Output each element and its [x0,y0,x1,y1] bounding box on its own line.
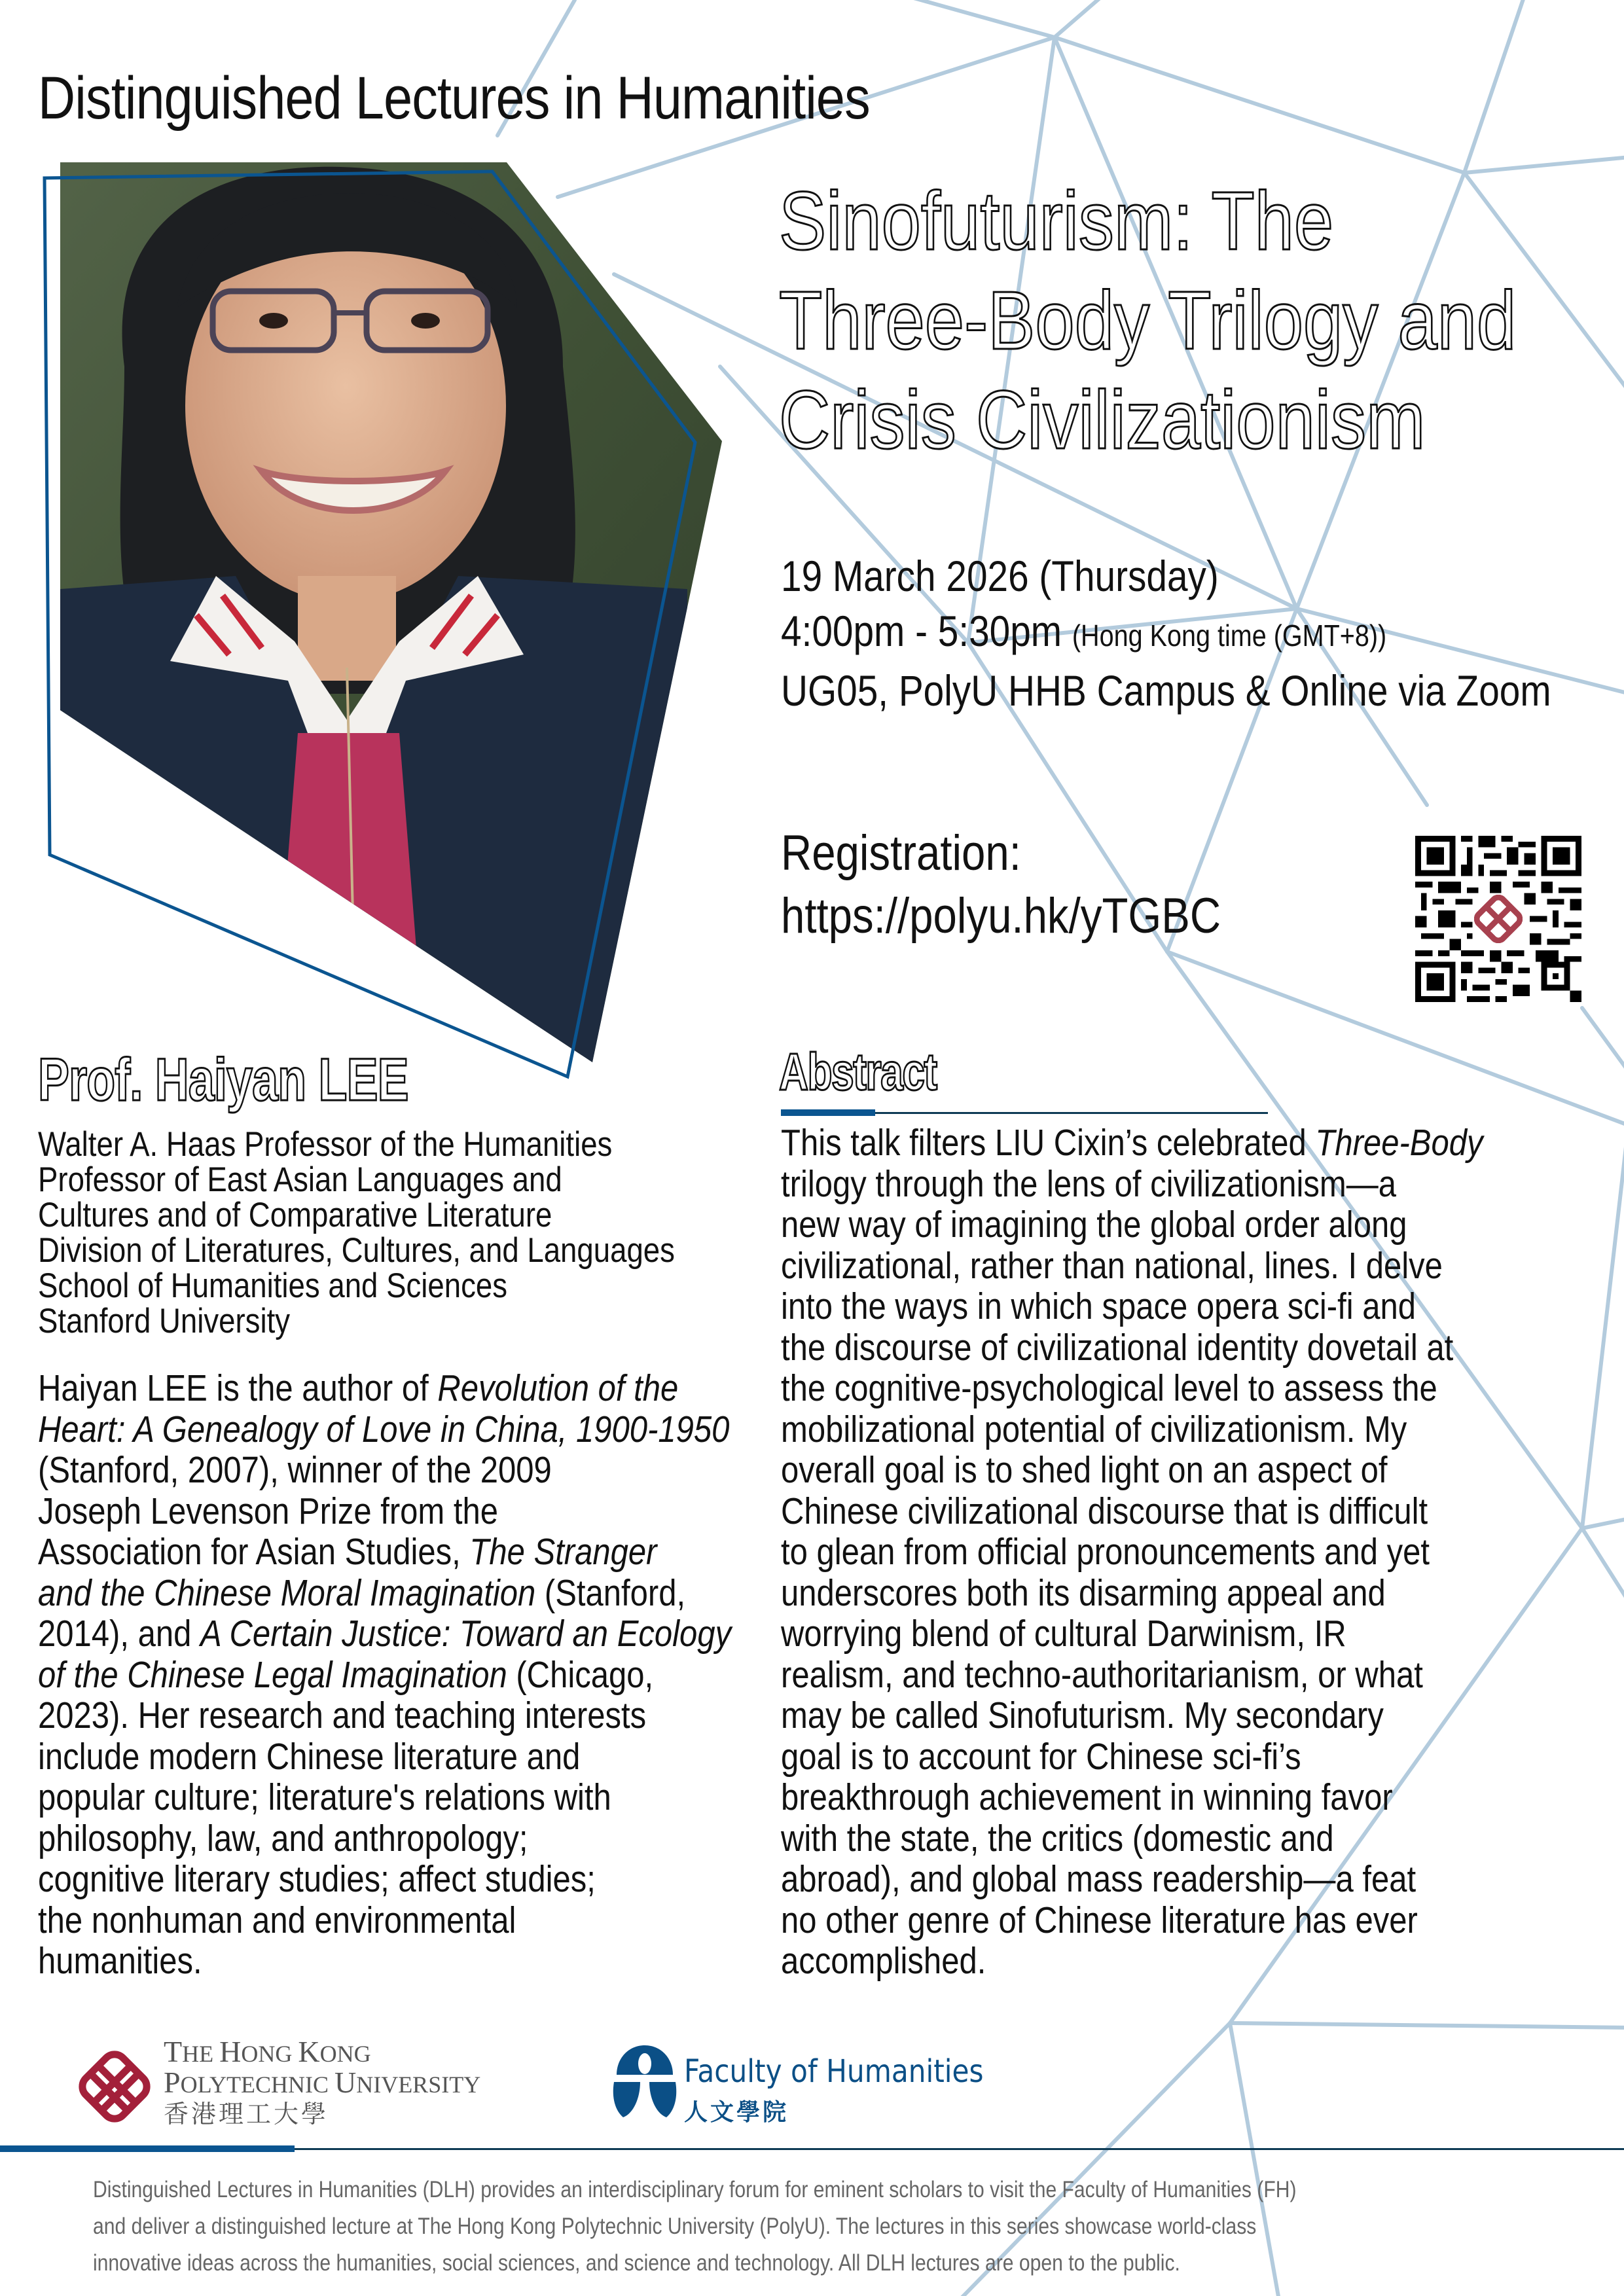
abstract-heading: Abstract [779,1043,937,1101]
event-timezone: (Hong Kong time (GMT+8)) [1072,619,1387,653]
text-line: philosophy, law, and anthropology; [38,1817,528,1859]
polyu-knot-icon [72,2037,157,2136]
text-line: no other genre of Chinese literature has ever [781,1899,1418,1941]
speaker-photo [0,0,753,1113]
footer-rule [295,2148,1624,2150]
text-line: humanities. [38,1940,202,1982]
text-line: cognitive literary studies; affect studies; [38,1858,596,1900]
lecture-title-line-3: Crisis Civilizationism [779,374,1426,466]
speaker-affiliation [38,1127,675,1339]
polyu-name-line-2: POLYTECHNIC UNIVERSITY [164,2066,481,2099]
registration-label: Registration: [781,825,1021,881]
text-line: overall goal is to shed light on an aspect of [781,1449,1388,1491]
abstract-rule-accent [781,1109,875,1116]
footer-line: innovative ideas across the humanities, social sciences, and science and technology. All DLH lectures are open to the public. [93,2250,1180,2276]
event-date: 19 March 2026 (Thursday) [781,552,1219,600]
text-line: 2023). Her research and teaching interests [38,1695,647,1736]
text-line: Chinese civilizational discourse that is difficult [781,1490,1428,1532]
text-line: the nonhuman and environmental [38,1899,516,1941]
text-line: the cognitive-psychological level to assess the [781,1367,1437,1409]
text-line: breakthrough achievement in winning favor [781,1776,1393,1818]
text-line: the discourse of civilizational identity dovetail at [781,1326,1454,1369]
speaker-name: Prof. Haiyan LEE [38,1047,408,1113]
affiliation-line: Walter A. Haas Professor of the Humanities [38,1125,613,1164]
text-line: underscores both its disarming appeal and [781,1571,1386,1614]
faculty-name-chinese: 人文學院 [684,2098,789,2125]
text-line: with the state, the critics (domestic and [781,1817,1334,1859]
abstract-rule [875,1112,1268,1114]
text-line: (Stanford, 2007), winner of the 2009 [38,1449,552,1491]
affiliation-line: Stanford University [38,1302,291,1340]
faculty-name [684,2053,1024,2127]
affiliation-line: School of Humanities and Sciences [38,1266,508,1305]
text-line: This talk filters LIU Cixin’s celebrated Three-Body [781,1122,1483,1164]
speaker-bio [38,1368,764,1982]
text-line: may be called Sinofuturism. My secondary [781,1695,1384,1736]
footer-line: and deliver a distinguished lecture at The Hong Kong Polytechnic University (PolyU). The lectures in this series showcase world-class [93,2214,1257,2239]
polyu-name-chinese: 香港理工大學 [164,2101,329,2128]
text-line: worrying blend of cultural Darwinism, IR [781,1613,1346,1655]
text-line: new way of imagining the global order along [781,1204,1407,1246]
faculty-humanities-icon [609,2045,681,2124]
text-line: accomplished. [781,1940,986,1982]
registration-link[interactable]: https://polyu.hk/yTGBC [781,888,1221,944]
faculty-name-english: Faculty of Humanities [684,2053,984,2090]
lecture-title-line-1: Sinofuturism: The [779,175,1334,267]
text-line: into the ways in which space opera sci-fi and [781,1285,1416,1327]
text-line: goal is to account for Chinese sci-fi’s [781,1735,1301,1778]
footer-line: Distinguished Lectures in Humanities (DLH) provides an interdisciplinary forum for eminent scholars to visit the Faculty of Humanities (FH) [93,2177,1297,2202]
polyu-logo [72,2037,530,2136]
text-line: abroad), and global mass readership—a feat [781,1858,1416,1900]
qr-code-icon[interactable] [1415,834,1581,1003]
text-line: Joseph Levenson Prize from the [38,1490,499,1532]
lecture-title [779,171,1516,470]
footer-rule-accent [0,2145,295,2152]
text-line: Association for Asian Studies, The Stranger [38,1531,657,1573]
text-line: trilogy through the lens of civilizationism—a [781,1162,1396,1205]
series-title: Distinguished Lectures in Humanities [38,65,870,132]
text-line: 2014), and A Certain Justice: Toward an Ecology [38,1613,732,1655]
affiliation-line: Division of Literatures, Cultures, and Languages [38,1231,675,1270]
polyu-name [164,2037,480,2130]
text-line: realism, and techno-authoritarianism, or what [781,1653,1423,1696]
text-line: Heart: A Genealogy of Love in China, 1900-1950 [38,1408,730,1450]
text-line: and the Chinese Moral Imagination (Stanford, [38,1571,686,1614]
event-time: 4:00pm - 5:30pm [781,607,1062,655]
abstract-body [781,1122,1507,1982]
lecture-title-line-2: Three-Body Trilogy and [779,274,1517,367]
faculty-logo [602,2045,1060,2137]
event-info [781,548,1551,718]
footer-description [93,2172,1360,2282]
text-line: Haiyan LEE is the author of Revolution of the [38,1367,679,1409]
event-venue: UG05, PolyU HHB Campus & Online via Zoom [781,666,1551,715]
text-line: popular culture; literature's relations with [38,1776,611,1818]
affiliation-line: Cultures and of Comparative Literature [38,1196,552,1234]
text-line: of the Chinese Legal Imagination (Chicago, [38,1653,654,1696]
text-line: mobilizational potential of civilizationism. My [781,1408,1407,1450]
event-time-row [781,603,1551,663]
text-line: include modern Chinese literature and [38,1735,581,1778]
affiliation-line: Professor of East Asian Languages and [38,1160,562,1199]
text-line: civilizational, rather than national, lines. I delve [781,1244,1443,1287]
registration [781,822,1221,948]
text-line: to glean from official pronouncements and yet [781,1531,1430,1573]
polyu-name-line-1: THE HONG KONG [164,2035,371,2068]
